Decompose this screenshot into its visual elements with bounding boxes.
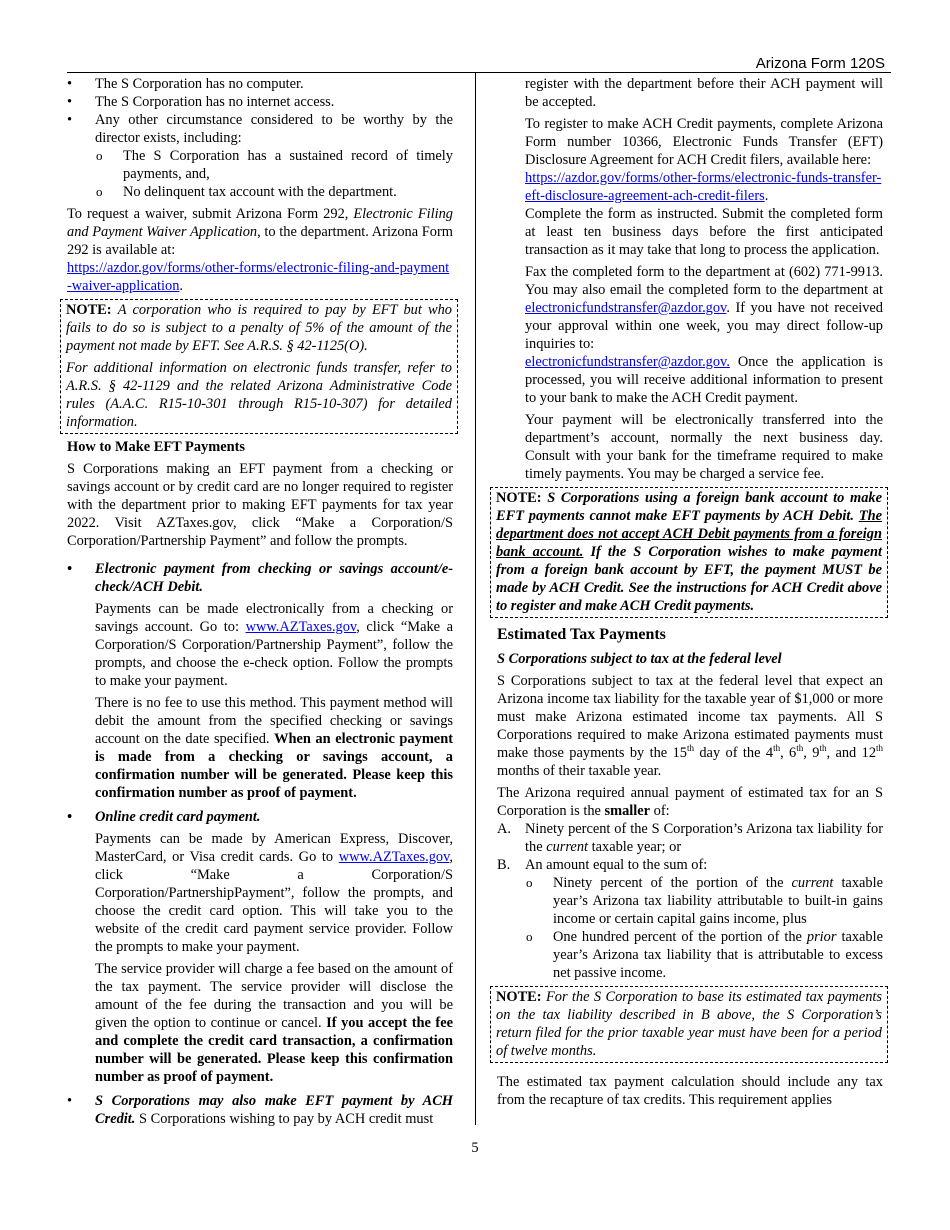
list-item: • The S Corporation has no internet access.	[67, 93, 453, 111]
complete-form-paragraph: Complete the form as instructed. Submit the completed form at least ten business days before the first anticipated transaction as it may take that long to process the application.	[525, 206, 883, 258]
waiver-paragraph: To request a waiver, submit Arizona Form 292, Electronic Filing and Payment Waiver Application, to the department. Arizona Form 292 is available at:	[67, 206, 453, 258]
credit-fee-paragraph: The service provider will charge a fee based on the amount of the tax payment. The service provider will disclose the amount of the fee during the transaction and you will be given the option to continue or cancel. If you accept the fee and complete the credit card transaction, a confirmation number will be generated. Please keep this confirmation number as proof of payment.	[95, 961, 453, 1085]
estimated-paragraph: S Corporations subject to tax at the federal level that expect an Arizona income tax liability for the taxable year of $1,000 or more must make Arizona estimated income tax payments. All S Corporations required to make Arizona estimated payments must make those payments by the 15th day of the 4th, 6th, 9th, and 12th months of their taxable year.	[497, 673, 884, 779]
ach-form-link[interactable]: https://azdor.gov/forms/other-forms/electronic-funds-transfer-eft-disclosure-agreement-ach-credit-filers	[525, 170, 882, 204]
echeck-title: • Electronic payment from checking or savings account/e-check/ACH Debit.	[67, 560, 453, 596]
note-box-penalty: NOTE: A corporation who is required to pay by EFT but who fails to do so is subject to a penalty of 5% of the amount of the payment not made by EFT. See A.R.S. § 42-1125(O). For additional information on electronic funds transfer, refer to A.R.S. § 42-1129 and the related Arizona Administrative Code rules (A.A.C. R15-10-301 through R15-10-307) for detailed information.	[60, 299, 458, 434]
email-link[interactable]: electronicfundstransfer@azdor.gov	[525, 300, 727, 316]
note-box-foreign-bank: NOTE: S Corporations using a foreign bank account to make EFT payments cannot make EFT payments by ACH Debit. The department does not accept ACH Debit payments from a foreign bank account. If the S Corporation wishes to make payment from a foreign bank account by EFT, the payment MUST be made by ACH Credit. See the instructions for ACH Credit above to register and make ACH Credit payments.	[490, 487, 888, 618]
sub-list-item: o Ninety percent of the portion of the current taxable year’s Arizona tax liability attributable to built-in gains income or certain capital gains income, plus	[497, 874, 883, 928]
subheading-federal: S Corporations subject to tax at the federal level	[497, 651, 782, 667]
header-rule	[67, 72, 891, 73]
section-heading-eft: How to Make EFT Payments	[67, 439, 246, 455]
ach-register-paragraph: To register to make ACH Credit payments, complete Arizona Form number 10366, Electronic Funds Transfer (EFT) Disclosure Agreement for ACH Credit filers, available here:	[525, 116, 883, 168]
sub-list-item: o One hundred percent of the portion of the prior taxable year’s Arizona tax liability that is attributable to excess net passive income.	[497, 928, 883, 982]
right-column: register with the department before their ACH payment will be accepted. To register to make ACH Credit payments, complete Arizona Form number 10366, Electronic Funds Transfer (EFT) Disclosure Agreement for ACH Credit filers, available here: https://azdor.gov/forms/other-forms/electronic-funds-transfer-eft-disclosure-agreement-ach-credit-filers. Complete the form as instructed. Submit the completed form at least ten business days before the first anticipated transaction as it may take that long to process the application. Fax the completed form to the department at (602) 771-9913. You may also email the completed form to the department at electronicfundstransfer@azdor.gov. If you have not received your approval within one week, you may direct follow-up inquiries to: electronicfundstransfer@azdor.gov. Once the application is processed, you will receive additional information to present to your bank to make the ACH Credit payment. Your payment will be electronically transferred into the department’s account, normally the next business day. Consult with your bank for the timeframe required to make timely payments. You may be charged a service fee. NOTE: S Corporations using a foreign bank account to make EFT payments cannot make EFT payments by ACH Debit. The department does not accept ACH Debit payments from a foreign bank account. If the S Corporation wishes to make payment from a foreign bank account by EFT, the payment MUST be made by ACH Credit. See the instructions for ACH Credit above to register and make ACH Credit payments. Estimated Tax Payments S Corporations subject to tax at the federal level S Corporations subject to tax at the federal level that expect an Arizona income tax liability for the taxable year of $1,000 or more must make Arizona estimated income tax payments. All S Corporations required to make Arizona estimated payments must make those payments by the 15th day of the 4th, 6th, 9th, and 12th months of their taxable year. The Arizona required annual payment of estimated tax for an S Corporation is the smaller of: A. Ninety percent of the S Corporation’s Arizona tax liability for the current taxable year; or B. An amount equal to the sum of: o Ninety percent of the portion of the current taxable year’s Arizona tax liability attributable to built-in gains income or certain capital gains income, plus o One hundred percent of the portion of the prior taxable year’s Arizona tax liability that is attributable to excess net passive income. NOTE: For the S Corporation to base its estimated tax payments on the tax liability described in B above, the S Corporation’s return filed for the prior taxable year must have been for a period of twelve months. The estimated tax payment calculation should include any tax from the recapture of tax credits. This requirement applies	[497, 75, 883, 1109]
page-number: 5	[471, 1140, 479, 1156]
sub-list-item: o The S Corporation has a sustained record of timely payments, and,	[67, 147, 453, 183]
note-label: NOTE:	[496, 490, 542, 506]
list-item-a: A. Ninety percent of the S Corporation’s Arizona tax liability for the current taxable year; or	[497, 821, 883, 855]
final-paragraph: The estimated tax payment calculation should include any tax from the recapture of tax credits. This requirement applies	[497, 1074, 883, 1108]
ach-paragraph: • S Corporations may also make EFT payment by ACH Credit. S Corporations wishing to pay by ACH credit must	[67, 1092, 453, 1128]
note-label: NOTE:	[496, 989, 542, 1005]
echeck-paragraph: Payments can be made electronically from a checking or savings account. Go to: www.AZTaxes.gov, click “Make a Corporation/S Corporation/Partnership Payment”, follow the prompts, and choose the e-check option. Follow the prompts to make your payment.	[95, 601, 453, 689]
form-title: Arizona Form 120S	[755, 55, 885, 72]
eft-paragraph: S Corporations making an EFT payment from a checking or savings account or by credit card are no longer required to register with the department prior to making EFT payments for tax year 2022. Visit AZTaxes.gov, click “Make a Corporation/S Corporation/Partnership Payment” and follow the prompts.	[67, 461, 453, 549]
waiver-link[interactable]: https://azdor.gov/forms/other-forms/electronic-filing-and-payment-waiver-application	[67, 260, 450, 294]
email-link[interactable]: electronicfundstransfer@azdor.gov.	[525, 354, 730, 370]
transfer-paragraph: Your payment will be electronically transferred into the department’s account, normally the next business day. Consult with your bank for the timeframe required to make timely payments. You may be charged a service fee.	[525, 412, 883, 482]
ach-continued: register with the department before their ACH payment will be accepted.	[525, 76, 883, 110]
aztaxes-link[interactable]: www.AZTaxes.gov	[245, 619, 357, 635]
sub-list-item: o No delinquent tax account with the department.	[67, 183, 453, 201]
credit-title: • Online credit card payment.	[67, 808, 453, 826]
note-box-twelve-months: NOTE: For the S Corporation to base its estimated tax payments on the tax liability described in B above, the S Corporation’s return filed for the prior taxable year must have been for a period of twelve months.	[490, 986, 888, 1063]
column-divider	[475, 73, 476, 1125]
list-item: • The S Corporation has no computer.	[67, 75, 453, 93]
fax-paragraph: Fax the completed form to the department at (602) 771-9913. You may also email the completed form to the department at electronicfundstransfer@azdor.gov. If you have not received your approval within one week, you may direct follow-up inquiries to: electronicfundstransfer@azdor.gov. Once the application is processed, you will receive additional information to present to your bank to make the ACH Credit payment.	[525, 264, 883, 406]
section-heading-estimated: Estimated Tax Payments	[497, 626, 666, 643]
list-item: • Any other circumstance considered to be worthy by the director exists, including:	[67, 111, 453, 147]
list-item-b: B. An amount equal to the sum of:	[497, 857, 708, 873]
left-column: • The S Corporation has no computer. • The S Corporation has no internet access. • Any other circumstance considered to be worthy by the director exists, including: o The S Corporation has a sustained record of timely payments, and, o No delinquent tax account with the department. To request a waiver, submit Arizona Form 292, Electronic Filing and Payment Waiver Application, to the department. Arizona Form 292 is available at: https://azdor.gov/forms/other-forms/electronic-filing-and-payment-waiver-application. NOTE: A corporation who is required to pay by EFT but who fails to do so is subject to a penalty of 5% of the amount of the payment not made by EFT. See A.R.S. § 42-1125(O). For additional information on electronic funds transfer, refer to A.R.S. § 42-1129 and the related Arizona Administrative Code rules (A.A.C. R15-10-301 through R15-10-307) for detailed information. How to Make EFT Payments S Corporations making an EFT payment from a checking or savings account or by credit card are no longer required to register with the department prior to making EFT payments for tax year 2022. Visit AZTaxes.gov, click “Make a Corporation/S Corporation/Partnership Payment” and follow the prompts. • Electronic payment from checking or savings account/e-check/ACH Debit. Payments can be made electronically from a checking or savings account. Go to: www.AZTaxes.gov, click “Make a Corporation/S Corporation/Partnership Payment”, follow the prompts, and choose the e-check option. Follow the prompts to make your payment. There is no fee to use this method. This payment method will debit the amount from the specified checking or savings account on the date specified. When an electronic payment is made from a checking or savings account, a confirmation number will be generated. Please keep this confirmation number as proof of payment. • Online credit card payment. Payments can be made by American Express, Discover, MasterCard, or Visa credit cards. Go to www.AZTaxes.gov, click “Make a Corporation/S Corporation/PartnershipPayment”, follow the prompts, and choose the credit card option. This will take you to the website of the credit card payment service provider. Follow the prompts to make your payment. The service provider will charge a fee based on the amount of the tax payment. The service provider will disclose the amount of the fee during the transaction and you will be given the option to continue or cancel. If you accept the fee and complete the credit card transaction, a confirmation number will be generated. Please keep this confirmation number as proof of payment. • S Corporations may also make EFT payment by ACH Credit. S Corporations wishing to pay by ACH credit must	[67, 75, 453, 1128]
aztaxes-link[interactable]: www.AZTaxes.gov	[338, 849, 450, 865]
credit-paragraph: Payments can be made by American Express, Discover, MasterCard, or Visa credit cards. Go to www.AZTaxes.gov, click “Make a Corporation/S Corporation/PartnershipPayment”, follow the prompts, and choose the credit card option. This will take you to the website of the credit card payment service provider. Follow the prompts to make your payment.	[95, 831, 453, 955]
echeck-fee-paragraph: There is no fee to use this method. This payment method will debit the amount from the specified checking or savings account on the date specified. When an electronic payment is made from a checking or savings account, a confirmation number will be generated. Please keep this confirmation number as proof of payment.	[95, 695, 453, 801]
required-payment-paragraph: The Arizona required annual payment of estimated tax for an S Corporation is the smaller of:	[497, 785, 883, 819]
note-label: NOTE:	[66, 302, 112, 318]
